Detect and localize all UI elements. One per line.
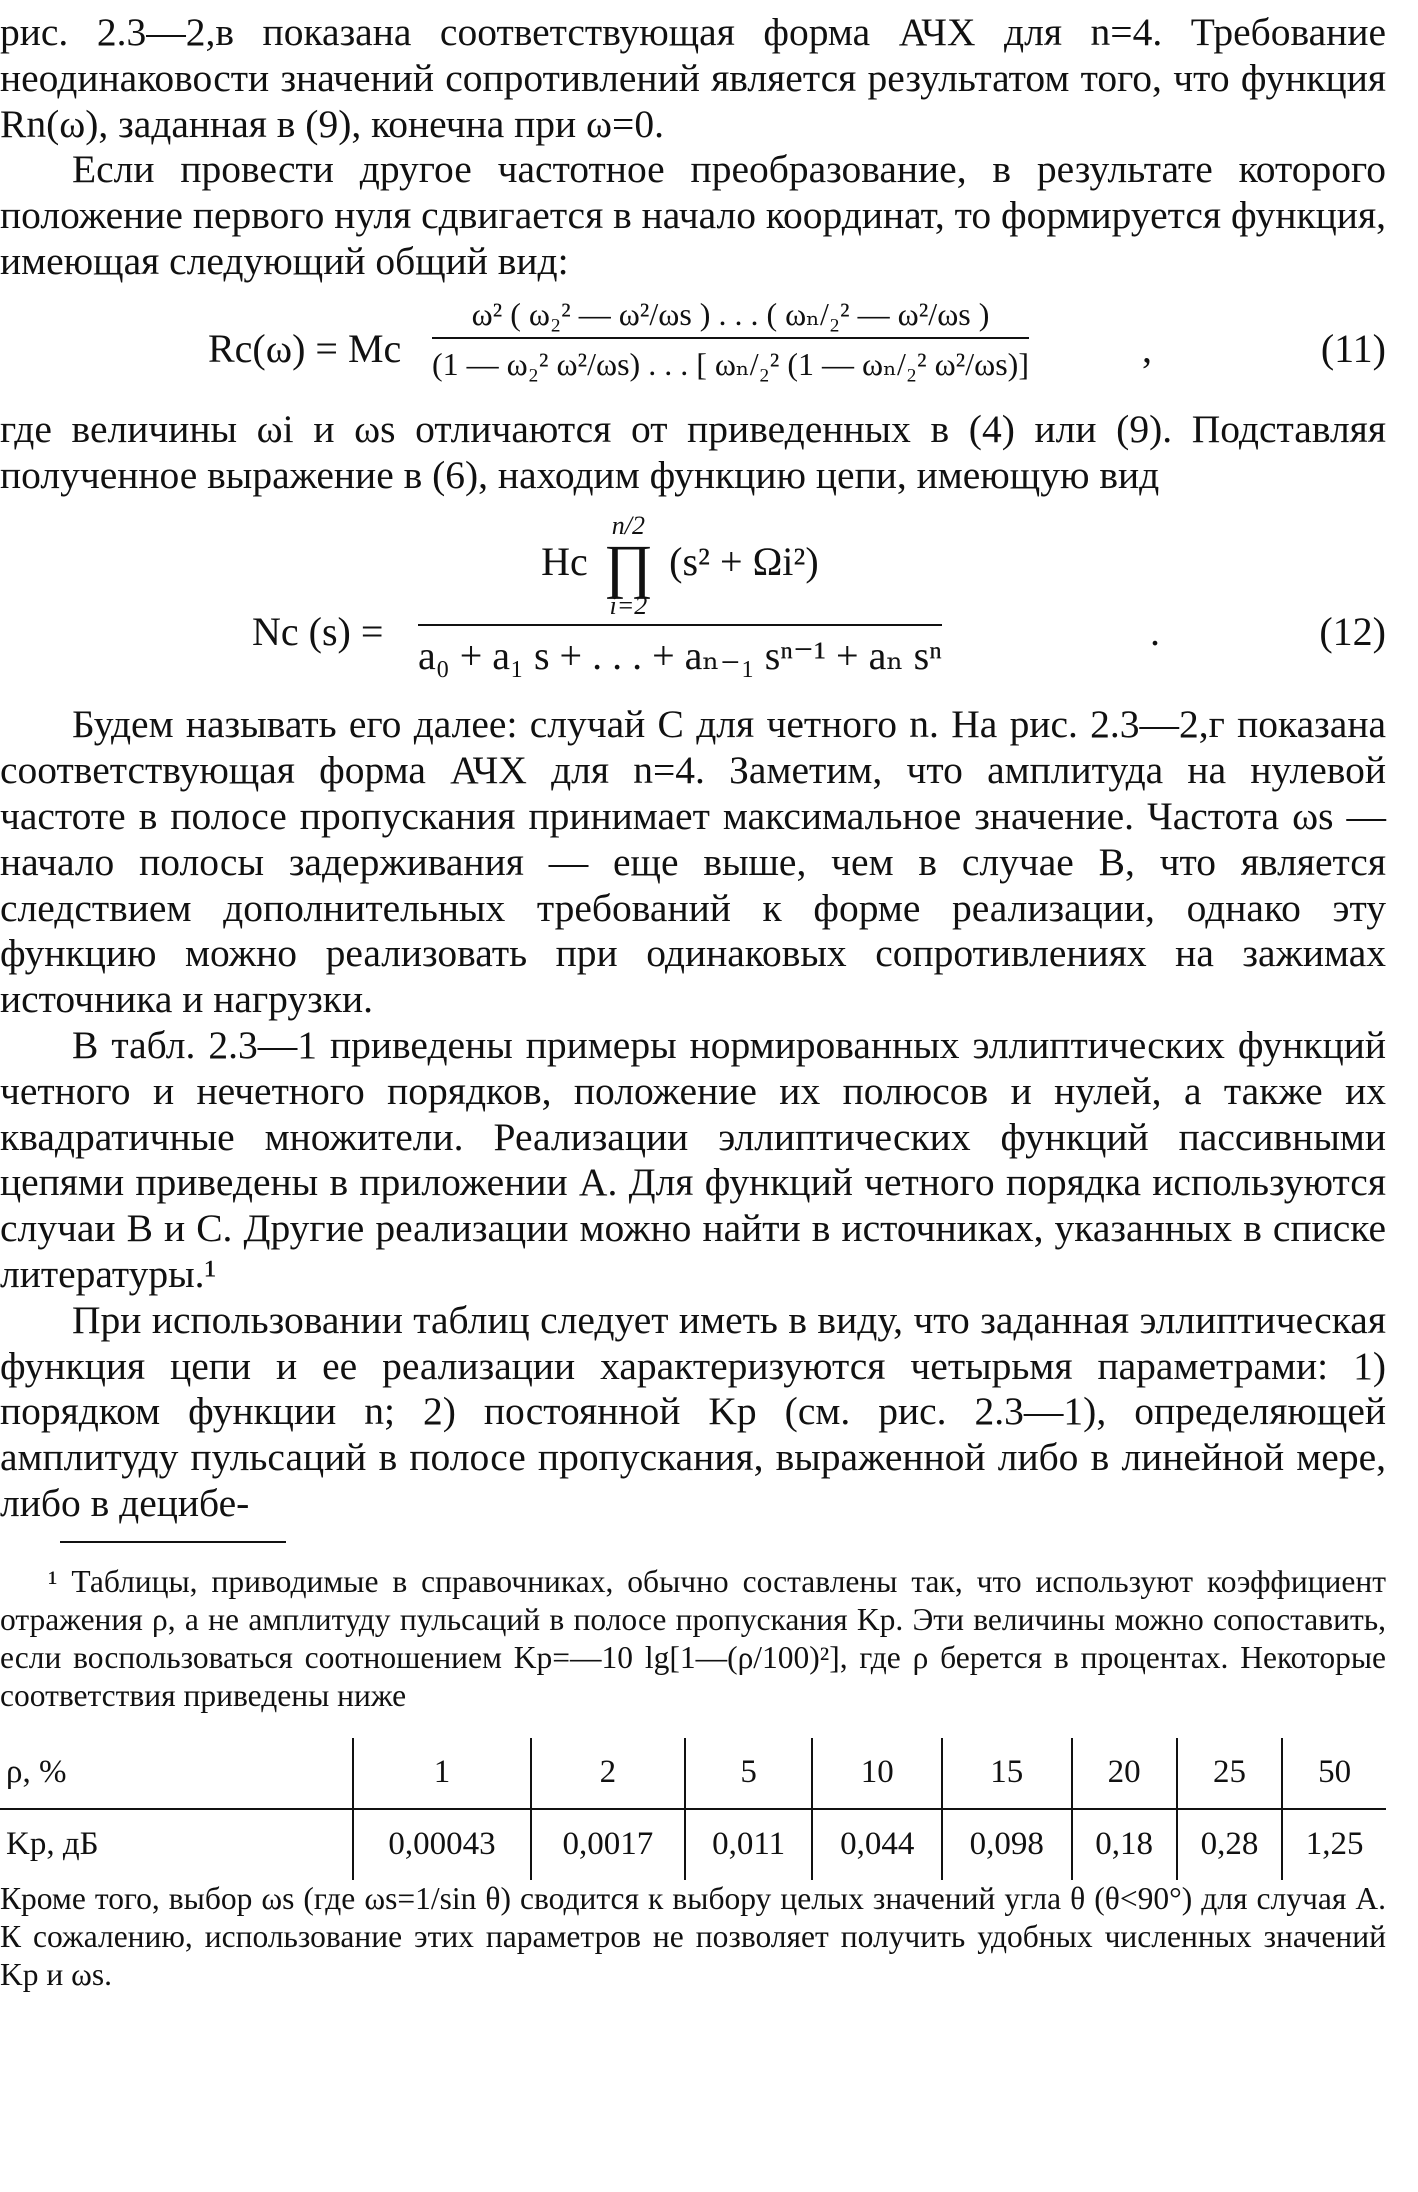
footnote-after-text: Кроме того, выбор ωs (где ωs=1/sin θ) сводится к выбору целых значений угла θ (θ<90°) для случая A. К сожалению, использование этих параметров не позволяет получить удобных численных значений Kp и ωs. bbox=[0, 1880, 1386, 1992]
paragraph-6: При использовании таблиц следует иметь в виду, что заданная эллиптическая функция цепи и ее реализации характеризуются четырьмя параметрами: 1) порядком функции n; 2) постоянной Kp (см. рис. 2.3—1), определяющей амплитуду пульсаций в полосе пропускания, выраженной либо в линейной мере, либо в децибе- bbox=[0, 1297, 1386, 1525]
equation-11-number: (11) bbox=[1320, 325, 1386, 371]
table-cell: 10 bbox=[812, 1738, 942, 1809]
product-upper-limit: n/2 bbox=[611, 511, 646, 541]
correspondence-table bbox=[0, 1738, 1386, 1880]
table-cell: 2 bbox=[531, 1738, 685, 1809]
table-cell: 0,00043 bbox=[353, 1809, 531, 1880]
equation-12 bbox=[0, 512, 1386, 702]
footnote-separator bbox=[60, 1541, 286, 1543]
table-row-label: ρ, % bbox=[0, 1738, 353, 1809]
equation-11-denominator: (1 — ω₂² ω²/ωs) . . . [ ωₙ/₂² (1 — ωₙ/₂² ω²/ωs)] bbox=[432, 345, 1029, 382]
product-lower-limit: i=2 bbox=[609, 591, 648, 621]
footnote bbox=[0, 1563, 1386, 1994]
equation-11-fraction bbox=[432, 295, 1029, 383]
fraction-bar bbox=[432, 337, 1029, 339]
equation-12-number: (12) bbox=[1319, 609, 1386, 655]
product-operator bbox=[604, 512, 653, 620]
equation-11-comma: , bbox=[1142, 325, 1152, 371]
table-row bbox=[0, 1809, 1386, 1880]
table-cell: 1,25 bbox=[1282, 1809, 1386, 1880]
equation-12-fraction bbox=[418, 512, 942, 679]
paragraph-1: рис. 2.3—2,в показана соответствующая форма АЧХ для n=4. Требование неодинаковости значений сопротивлений является результатом того, что функция Rn(ω), заданная в (9), конечна при ω=0. bbox=[0, 10, 1386, 146]
equation-12-coefficient: Hc bbox=[541, 539, 588, 585]
paragraph-4: Будем называть его далее: случай C для четного n. На рис. 2.3—2,г показана соответствующая форма АЧХ для n=4. Заметим, что амплитуда на нулевой частоте в полосе пропускания принимает максимальное значение. Частота ωs — начало полосы задерживания — еще выше, чем в случае B, что является следствием дополнительных требований к форме реализации, однако эту функцию можно реализовать при одинаковых сопротивлениях на зажимах источника и нагрузки. bbox=[0, 702, 1386, 1022]
paragraph-3: где величины ωi и ωs отличаются от приведенных в (4) или (9). Подставляя полученное выражение в (6), находим функцию цепи, имеющую вид bbox=[0, 406, 1386, 497]
equation-11-lhs: Rc(ω) = Mc bbox=[208, 325, 402, 371]
footnote-text: ¹ Таблицы, приводимые в справочниках, обычно составлены так, что используют коэффициент отражения ρ, а не амплитуду пульсаций в полосе пропускания Kp. Эти величины можно сопоставить, если воспользоваться соотношением Kp=—10 lg[1—(ρ/100)²], где ρ берется в процентах. Некоторые соответствия приведены ниже bbox=[0, 1563, 1386, 1714]
table-cell: 0,098 bbox=[942, 1809, 1072, 1880]
table-cell: 50 bbox=[1282, 1738, 1386, 1809]
table-cell: 0,011 bbox=[685, 1809, 813, 1880]
footnote-continuation bbox=[0, 1880, 1386, 1995]
table-row bbox=[0, 1738, 1386, 1809]
equation-12-denominator: a₀ + a₁ s + . . . + aₙ₋₁ sⁿ⁻¹ + aₙ sⁿ bbox=[418, 633, 942, 679]
equation-11-numerator: ω² ( ω₂² — ω²/ωs ) . . . ( ωₙ/₂² — ω²/ωs ) bbox=[471, 295, 990, 332]
table-cell: 0,0017 bbox=[531, 1809, 685, 1880]
table-cell: 0,28 bbox=[1177, 1809, 1282, 1880]
equation-12-numerator bbox=[541, 512, 819, 620]
table-cell: 15 bbox=[942, 1738, 1072, 1809]
fraction-bar bbox=[418, 624, 942, 626]
table-row-label: Kp, дБ bbox=[6, 1826, 99, 1863]
table-cell: 5 bbox=[685, 1738, 813, 1809]
equation-12-lhs: Nc (s) = bbox=[252, 609, 384, 655]
paragraph-5: В табл. 2.3—1 приведены примеры нормированных эллиптических функций четного и нечетного порядков, положение их полюсов и нулей, а также их квадратичные множители. Реализации эллиптических функций пассивными цепями приведены в приложении А. Для функций четного порядка используются случаи B и C. Другие реализации можно найти в источниках, указанных в списке литературы.¹ bbox=[0, 1022, 1386, 1296]
equation-11 bbox=[0, 289, 1386, 407]
table-cell: 20 bbox=[1072, 1738, 1177, 1809]
product-symbol-icon: ∏ bbox=[603, 533, 654, 600]
table-cell: 0,044 bbox=[812, 1809, 942, 1880]
equation-12-period: . bbox=[1150, 609, 1160, 655]
table-cell: 0,18 bbox=[1072, 1809, 1177, 1880]
table-cell: 25 bbox=[1177, 1738, 1282, 1809]
equation-12-factor: (s² + Ωi²) bbox=[669, 539, 819, 585]
paragraph-2: Если провести другое частотное преобразование, в результате которого положение первого нуля сдвигается в начало координат, то формируется функция, имеющая следующий общий вид: bbox=[0, 147, 1386, 283]
table-cell: 1 bbox=[353, 1738, 531, 1809]
